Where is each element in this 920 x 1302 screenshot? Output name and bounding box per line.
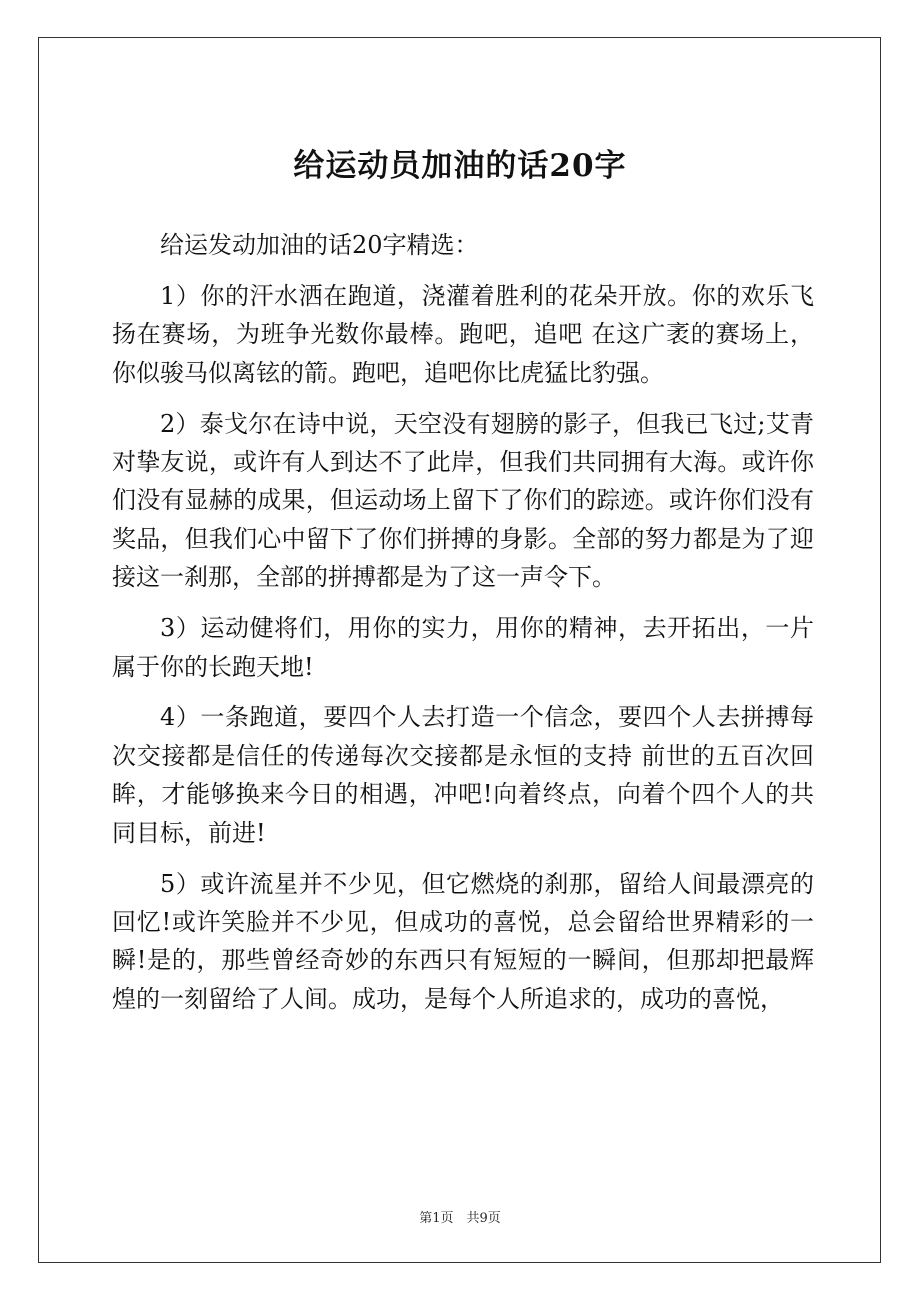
page-number-footer: 第1页 共9页 [419,1211,501,1226]
document-body [112,226,814,1031]
paragraph-intro: 给运发动加油的话20字精选： [160,231,479,259]
paragraph-5: 5）或许流星并不少见，但它燃烧的刹那，留给人间最漂亮的回忆!或许笑脸并不少见，但成功的喜悦，总会留给世界精彩的一瞬!是的，那些曾经奇妙的东西只有短短的一瞬间，但那却把最辉煌的一刻留给了人间。成功，是每个人所追求的，成功的喜悦， [112,869,814,1013]
paragraph-4: 4）一条跑道，要四个人去打造一个信念，要四个人去拼搏每次交接都是信任的传递每次交接都是永恒的支持 前世的五百次回眸，才能够换来今日的相遇，冲吧!向着终点，向着个四个人的共同目标，前进! [112,703,814,847]
document-title: 给运动员加油的话20字 [293,148,627,184]
paragraph-2: 2）泰戈尔在诗中说，天空没有翅膀的影子，但我已飞过;艾青对挚友说，或许有人到达不了此岸，但我们共同拥有大海。或许你们没有显赫的成果，但运动场上留下了你们的踪迹。或许你们没有奖品，但我们心中留下了你们拼搏的身影。全部的努力都是为了迎接这一刹那，全部的拼搏都是为了这一声令下。 [112,409,814,592]
paragraph-3: 3）运动健将们，用你的实力，用你的精神，去开拓出，一片属于你的长跑天地! [112,614,814,681]
paragraph-1: 1）你的汗水洒在跑道，浇灌着胜利的花朵开放。你的欢乐飞扬在赛场，为班争光数你最棒。跑吧，追吧 在这广袤的赛场上，你似骏马似离铉的箭。跑吧，追吧你比虎猛比豹强。 [112,281,814,387]
